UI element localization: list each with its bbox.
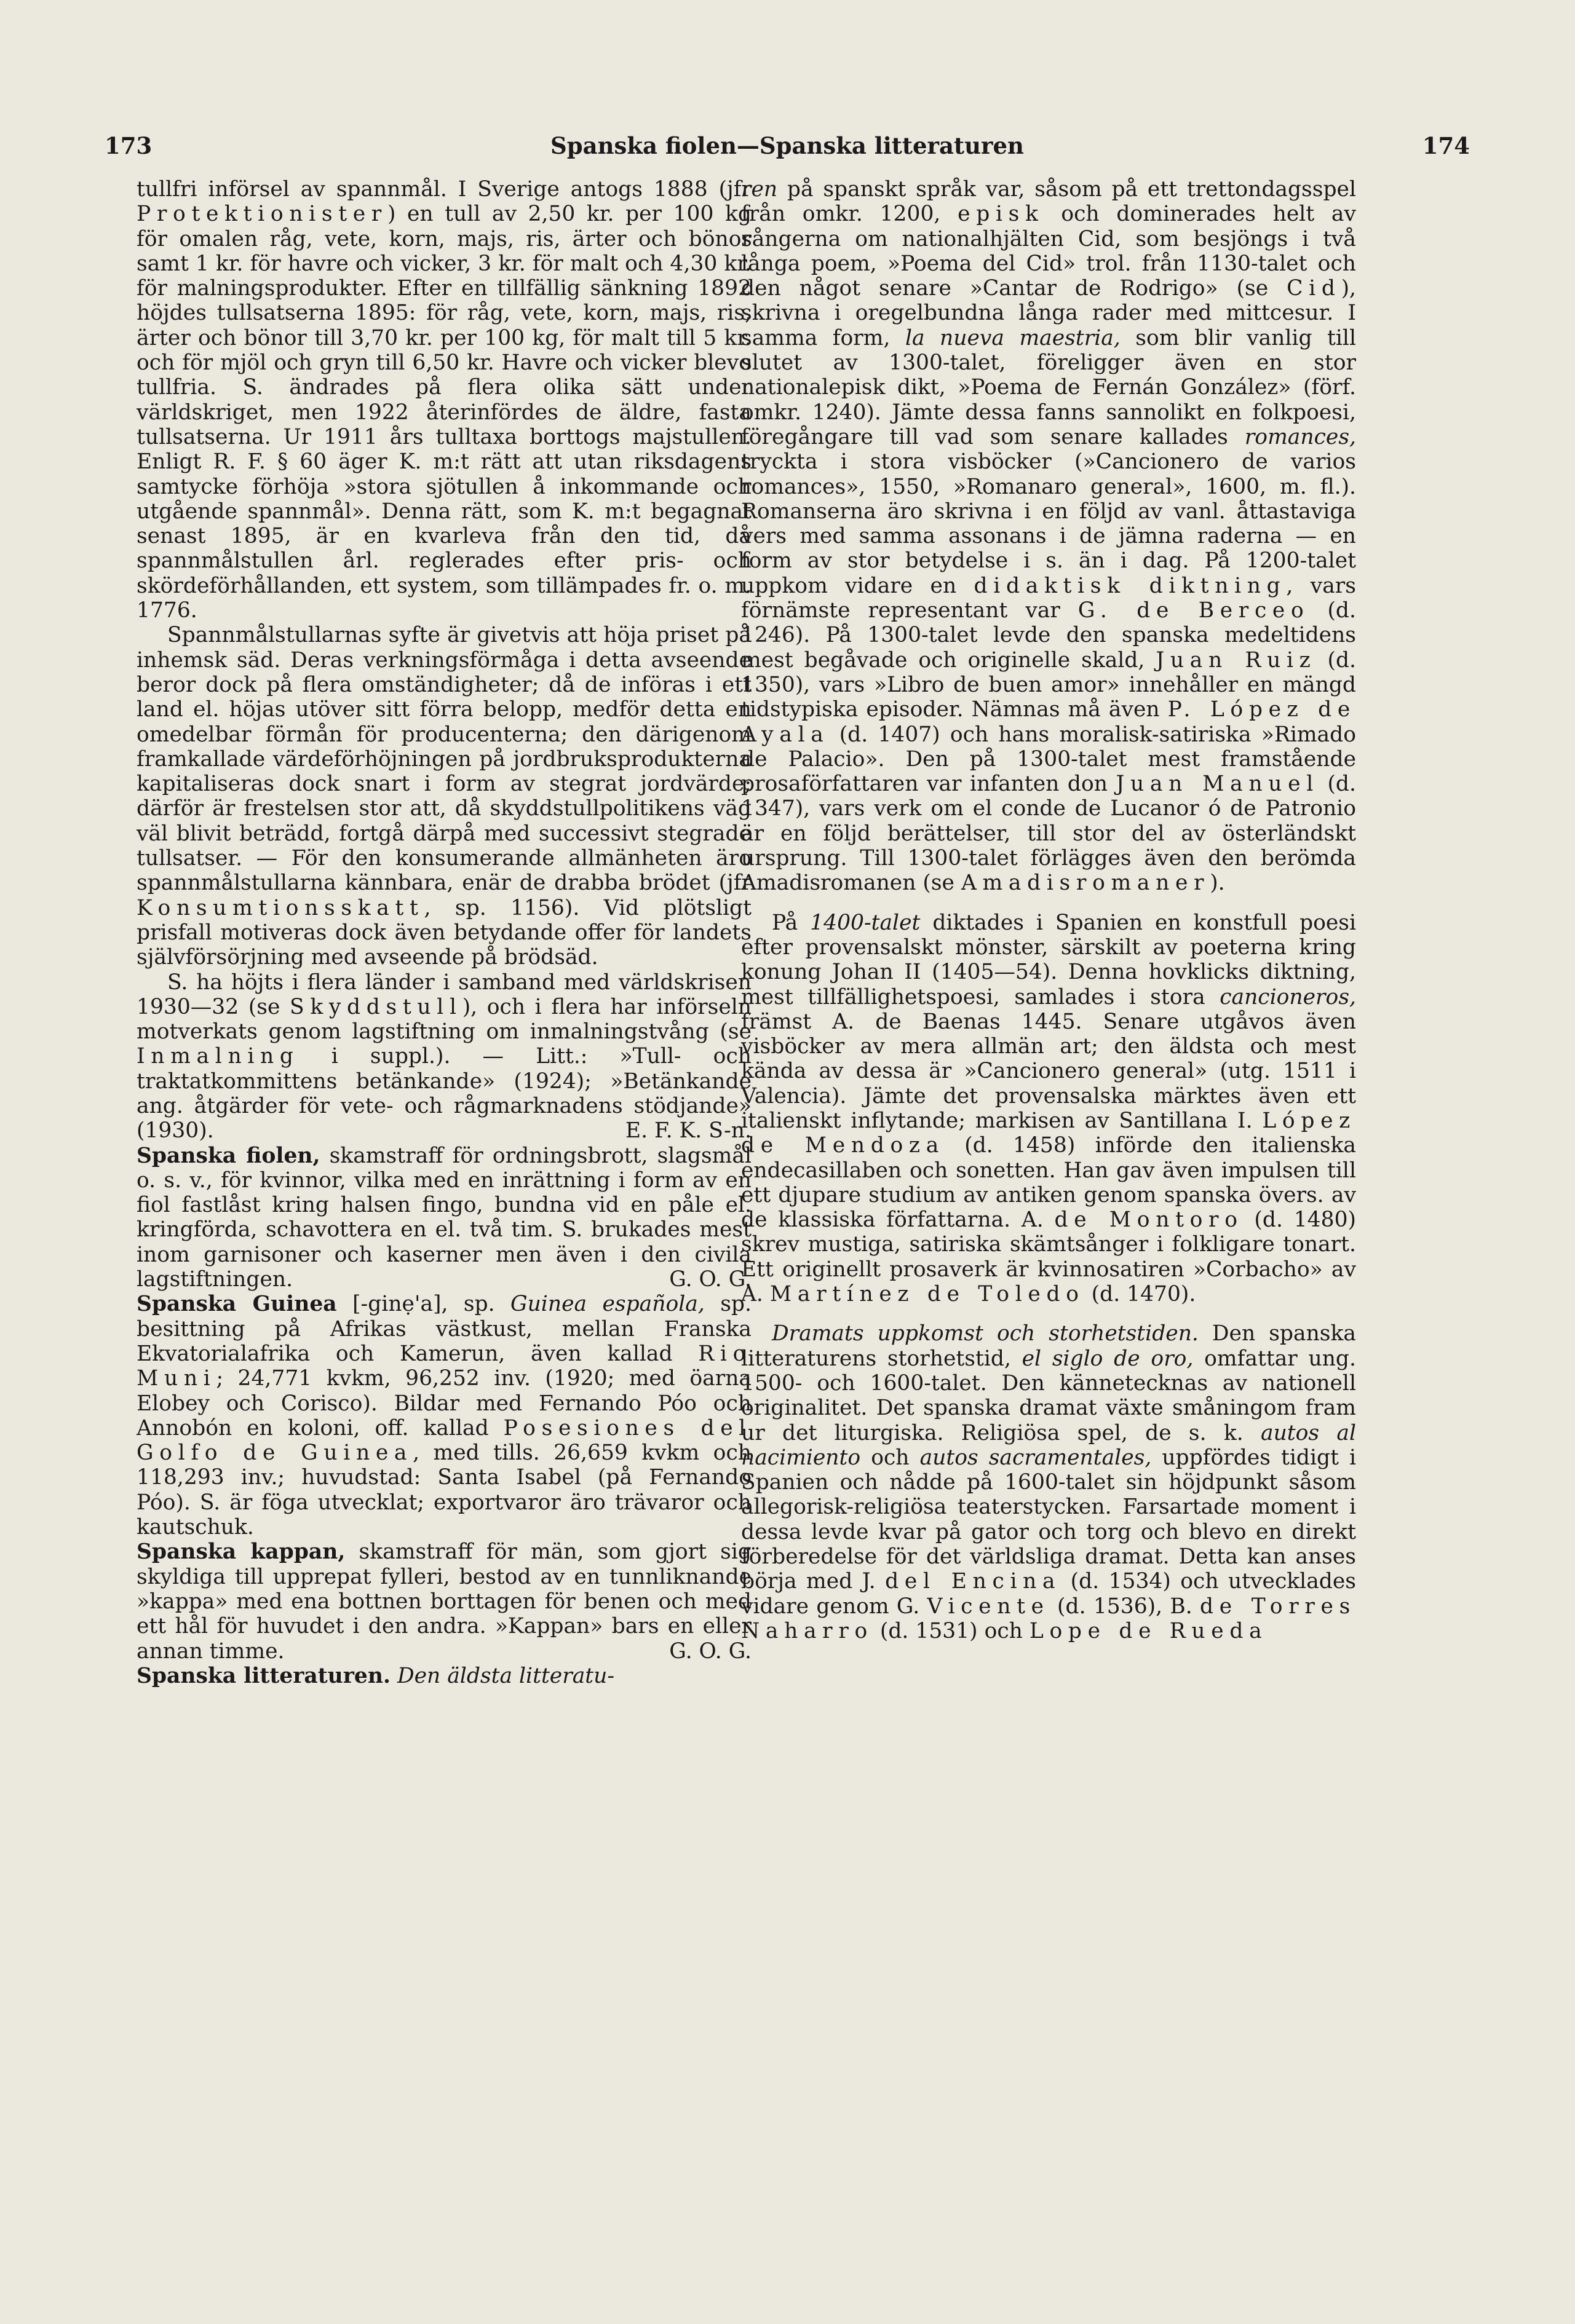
text-run: i suppl.). — Litt.: »Tull- och traktatkommittens betänkande» (1924); »Betänkande ang. åtgärder för vete- och rågmarknadens stödjande» (1930). [137, 1044, 752, 1144]
entry-spanska-kappan [137, 1539, 752, 1663]
text-run: Den spanska litteraturens storhetstid, [741, 1321, 1356, 1371]
text-run: [-ginẹ'a], sp. [336, 1292, 511, 1317]
author-signature: G. O. G. [669, 1638, 752, 1664]
text-run: och [860, 1445, 920, 1470]
page-number-right: 174 [1422, 132, 1470, 159]
text-run: episk [958, 202, 1044, 227]
cross-reference: Konsumtionsskatt [137, 895, 424, 920]
text-run: , sp. 1156). Vid plötsligt prisfall motiveras dock även betydande offer för landets självförsörjning med avseende på brödsäd. [137, 895, 752, 970]
text-run: Juan Manuel [1116, 772, 1319, 797]
entry-spanska-guinea [137, 1292, 752, 1539]
text-run: och dominerades helt av sångerna om nationalhjälten Cid, som besjöngs i två långa poem, »Poema del Cid» trol. från 1130-talet och den något senare »Cantar de Rodrigo» (se [741, 202, 1356, 301]
entry-spanska-fiolen [137, 1144, 752, 1292]
author-signature: G. O. G. [669, 1267, 752, 1292]
page-header [105, 132, 1470, 169]
text-run: la nueva maestria, [905, 325, 1121, 350]
text-run: (d. 1534) och utvecklades vidare genom G. [741, 1569, 1356, 1619]
author-signature: E. F. K. S-n. [625, 1118, 752, 1144]
text-run: Spannmålstullarnas syfte är givetvis att höja priset på inhemsk säd. Deras verkningsförmåga i detta avseende beror dock på flera omständigheter; då de införas i ett land el. höjas utöver sitt förra belopp, medför detta en omedelbar förmån för producenterna; den därigenom framkallade värdeförhöjningen på jordbruksprodukterna kapitaliseras dock snart i form av stegrat jordvärde; därför är frestelsen stor att, då skyddstullpolitikens väg väl blivit beträdd, fortgå därpå med successivt stegrade tullsatser. — För den konsumerande allmänheten äro spannmålstullarna kännbara, enär de drabba brödet (jfr [137, 623, 752, 896]
text-run: främst A. de Baenas 1445. Senare utgåvos även visböcker av mera allmän art; den äldsta och mest kända av dessa är »Cancionero general» (utg. 1511 i Valencia). Jämte det provensalska märktes även ett italienskt inflytande; markisen av Santillana I. [741, 1009, 1356, 1133]
spannmalstullar-continuation [137, 177, 752, 623]
text-run: del Encina [885, 1569, 1061, 1594]
text-run: tryckta i stora visböcker (»Cancionero de varios romances», 1550, »Romanaro general», 1600, m. fl.). Romanserna äro skrivna i en följd av vanl. åttastaviga vers med samma assonans i de jämna raderna — en form av stor betydelse i s. än i dag. På 1200-talet uppkom vidare en [741, 449, 1356, 598]
text-run: autos al nacimiento [741, 1420, 1356, 1470]
text-run: som blir vanlig till slutet av 1300-talet, föreligger även en stor nationalepisk dikt, »Poema de Fernán González» (förf. omkr. 1240). Jämte dessa fanns sannolikt en folkpoesi, föregångare till vad som senare kallades [741, 325, 1356, 449]
text-run: Guinea española, [510, 1292, 705, 1317]
entry-headword: Spanska kappan, [137, 1539, 346, 1565]
text-run: sp. besittning på Afrikas västkust, mellan Franska Ekvatorialafrika och Kamerun, även kallad [137, 1292, 752, 1366]
entry-headword: Spanska Guinea [137, 1292, 337, 1317]
page-number-left: 173 [105, 132, 153, 159]
text-run: Lope de Rueda [1029, 1618, 1268, 1643]
text-run: Dramats uppkomst och storhetstiden. [772, 1321, 1199, 1346]
litteraturen-paragraph-dramat [741, 1321, 1356, 1643]
cross-reference: Posesiones del Golfo de Guinea [137, 1415, 752, 1466]
text-run: (d. 1536), B. [1049, 1594, 1200, 1619]
entry-headword: Spanska fiolen, [137, 1143, 320, 1168]
text-run: G. de Berceo [1077, 598, 1310, 623]
text-run: romances, [1244, 424, 1356, 449]
litteraturen-paragraph-1400-talet [741, 911, 1356, 1307]
text-run: , vars förnämste representant var [741, 573, 1356, 623]
text-run: ). [1210, 871, 1225, 896]
text-run: (d. 1347), vars verk om el conde de Lucanor ó de Patronio är en följd berättelser, till stor del av österländskt ursprung. Till 1300-talet förlägges även den berömda Amadisromanen (se [741, 772, 1356, 896]
entry-headword: Spanska litteraturen. [137, 1663, 391, 1688]
cross-reference: Protektionister [137, 202, 387, 227]
text-run: (d. 1531) och [873, 1618, 1030, 1643]
text-run: på spanskt språk var, såsom på ett trettondagsspel från omkr. 1200, [741, 177, 1356, 227]
text-run: autos sacramentales, [919, 1445, 1152, 1470]
text-run: S. ha höjts i flera länder i samband med världskrisen 1930—32 (se [137, 970, 752, 1019]
cross-reference: Inmalning [137, 1044, 300, 1069]
text-run: ren [741, 177, 778, 202]
text-run: (d. 1246). På 1300-talet levde den spanska medeltidens mest begåvade och originelle skald, [741, 598, 1356, 673]
litteraturen-paragraph-1 [741, 177, 1356, 896]
text-run: cancioneros, [1220, 984, 1356, 1010]
text-run: skamstraff för män, som gjort sig skyldiga till upprepat fylleri, bestod av en tunnliknande »kappa» med ena bottnen borttagen för benen och med ett hål för huvudet i den andra. »Kappan» bars en eller annan timme. [137, 1539, 752, 1664]
text-run: (d. 1480) skrev mustiga, satiriska skämtsånger i folkligare tonart. Ett originellt prosaverk är kvinnosatiren »Corbacho» av A. [741, 1207, 1356, 1307]
page-title: Spanska fiolen—Spanska litteraturen [550, 132, 1024, 159]
text-run: (d. 1458) införde den italienska endecasillaben och sonetten. Han gav även impulsen till ett djupare studium av antiken genom spanska övers. av de klassiska författarna. A. [741, 1133, 1356, 1233]
text-run: omfattar ung. 1500- och 1600-talet. Den kännetecknas av nationell originalitet. Det spanska dramat växte småningom fram ur det liturgiska. Religiösa spel, de s. k. [741, 1346, 1356, 1445]
text-run: P. López de Ayala [741, 697, 1356, 747]
text-run: (d. 1407) och hans moralisk-satiriska »Rimado de Palacio». Den på 1300-talet mest framstående prosaförfattaren var infanten don [741, 722, 1356, 797]
text-run: ; 24,771 kvkm, 96,252 inv. (1920; med öarna Elobey och Corisco). Bildar med Fernando Póo och Annobón en koloni, off. kallad [137, 1366, 752, 1441]
text-run: Juan Ruiz [1156, 647, 1317, 673]
text-run: de Montoro [1054, 1207, 1244, 1233]
text-run: López de Mendoza [741, 1108, 1356, 1158]
text-run: Vicente [927, 1594, 1050, 1619]
text-run: uppfördes tidigt i Spanien och nådde på 1600-talet sin höjdpunkt såsom allegorisk-religiösa teaterstycken. Farsartade moment i dessa levde kvar på gator och torg och blevo en direkt förberedelse för det världsliga dramat. Detta kan anses börja med J. [741, 1445, 1357, 1594]
text-run: ) en tull av 2,50 kr. per 100 kg för omalen råg, vete, korn, majs, ris, ärter och bönor samt 1 kr. för havre och vicker, 3 kr. för malt och 4,30 kr. för malningsprodukter. Efter en tillfällig sänkning 1892 höjdes tullsatserna 1895: för råg, vete, korn, majs, ris, ärter och bönor till 3,70 kr. per 100 kg, för malt till 5 kr. och för mjöl och gryn till 6,50 kr. Havre och vicker blevo tullfria. S. ändrades på flera olika sätt under världskriget, men 1922 återinfördes de äldre, fasta tullsatserna. Ur 1911 års tulltaxa borttogs majstullen. Enligt R. F. § 60 äger K. m:t rätt att utan riksdagens samtycke förhöja »stora sjötullen å inkommande och utgående spannmål». Denna rätt, som K. m:t begagnat senast 1895, är en kvarleva från den tid, då spannmålstullen årl. reglerades efter pris- och skördeförhållanden, ett system, som tillämpades fr. o. m. 1776. [137, 202, 752, 623]
cross-reference: Rio Muni [137, 1341, 752, 1391]
text-run: skamstraff för ordningsbrott, slagsmål o. s. v., för kvinnor, vilka med en inrättning i form av en fiol fastlåst kring halsen fingo, bundna vid en påle el. kringförda, schavottera en el. två tim. S. brukades mest inom garnisoner och kaserner men även i den civila lagstiftningen. [137, 1143, 752, 1292]
spannmalstullar-paragraph-2 [137, 623, 752, 970]
text-run: Den äldsta litteratu- [390, 1663, 615, 1688]
text-run: (d. 1470). [1084, 1282, 1196, 1307]
text-run: (d. 1350), vars »Libro de buen amor» innehåller en mängd tidstypiska episoder. Nämnas må även [741, 647, 1356, 722]
cross-reference: Cid [1287, 276, 1341, 301]
cross-reference: Skyddstull [290, 994, 462, 1019]
text-run: ), skrivna i oregelbundna långa rader med mittcesur. I samma form, [741, 276, 1356, 350]
right-column [741, 177, 1356, 1643]
spannmalstullar-paragraph-3 [137, 970, 752, 1144]
text-run: didaktisk diktning [974, 573, 1287, 598]
text-run: el siglo de oro, [1022, 1346, 1194, 1371]
text-run: de Torres Naharro [741, 1594, 1356, 1643]
text-run: tullfri införsel av spannmål. I Sverige antogs 1888 (jfr [137, 177, 752, 202]
entry-spanska-litteraturen [137, 1664, 752, 1688]
text-run: ), och i flera har införseln motverkats genom lagstiftning om inmalningstvång (se [137, 994, 752, 1045]
cross-reference: Amadisromaner [961, 871, 1210, 896]
left-column [137, 177, 752, 1688]
text-run: Martínez de Toledo [769, 1282, 1085, 1307]
text-run: diktades i Spanien en konstfull poesi efter provensalskt mönster, särskilt av poeterna kring konung Johan II (1405—54). Denna hovklicks diktning, mest tillfällighetspoesi, samlades i stora [741, 910, 1357, 1010]
text-run: , med tills. 26,659 kvkm och 118,293 inv.; huvudstad: Santa Isabel (på Fernando Póo). S. är föga utvecklat; exportvaror äro trävaror och kautschuk. [137, 1441, 752, 1540]
text-run: På [772, 910, 811, 935]
text-run: 1400-talet [810, 910, 921, 935]
